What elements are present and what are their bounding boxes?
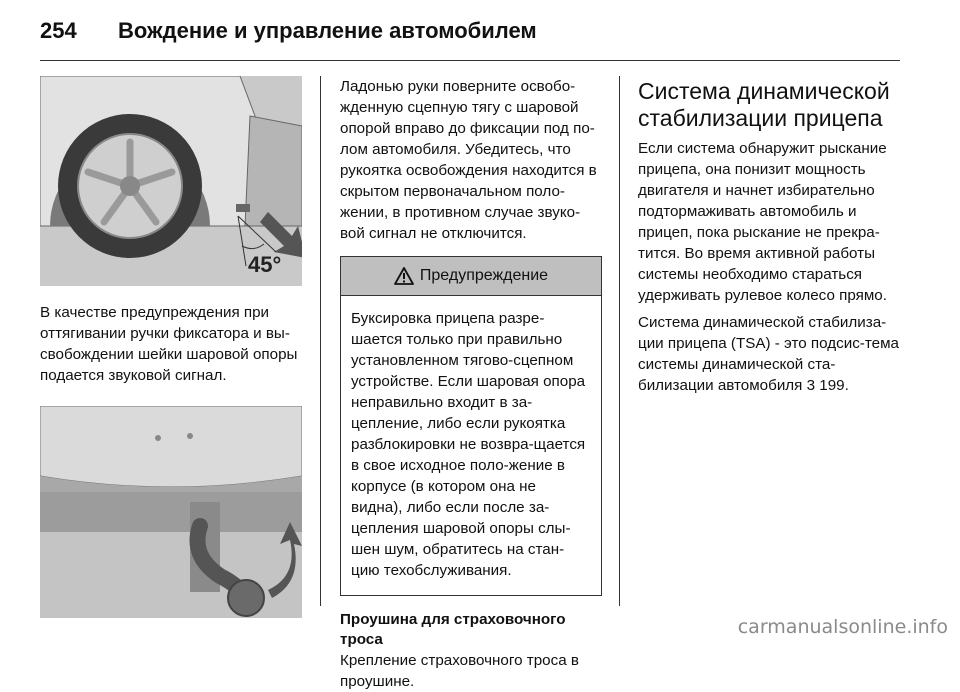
tow-eye-heading: Проушина для страховочного троса [340,611,566,648]
warning-signal-caption: В качестве предупреждения при оттягивании ручки фиксатора и вы-свобождении шейки шаровой опоры подается звуковой сигнал. [40,304,298,384]
column-divider-2 [619,76,620,606]
tow-eye-text: Крепление страховочного троса в проушине. [340,652,579,690]
column-middle [340,76,602,692]
page-reference-link[interactable]: 3 199. [806,377,849,394]
section-title: Система динамической стабилизации прицепа [638,78,890,131]
tsa-paragraph-2 [638,312,900,396]
tow-bar-drawing [40,406,302,618]
column-divider-1 [320,76,321,606]
watermark: carmanualsonline.info [737,616,948,638]
tsa-paragraph-2-text: Система динамической стабилиза-ции прицепа (TSA) - это подсис-тема системы динамической ста-билизации автомобиля [638,314,899,394]
tow-bar-release-illustration [40,76,302,286]
column-left [40,76,302,618]
ball-coupling-illustration [40,406,302,618]
warning-triangle-icon [394,267,414,285]
header-divider [40,60,900,61]
page-header [40,14,920,64]
warning-title: Предупреждение [419,267,549,284]
page-title: Вождение и управление автомобилем [118,18,537,43]
warning-header [341,257,601,296]
page-number: 254 [40,18,77,43]
angle-label: 45° [248,252,282,277]
warning-text: Буксировка прицепа разре-шается только при правильно установленном тягово-сцепном устройстве. Если шаровая опора неправильно входит в за-цепление, либо если рукоятка разблокировки не возвра-щается в свое исходное поло-жение в корпусе (в котором она не видна), либо если после за-цепления шаровой опоры слы-шен шум, обратитесь на стан-цию техобслуживания. [351,310,586,579]
column-right [638,76,900,396]
rotate-tow-bar-text: Ладонью руки поверните освобо-жденную сцепную тягу с шаровой опорой вправо до фиксации под по-лом автомобиля. Убедитесь, что рукоятка освобождения находится в скрытом первоначальном поло-жении, в противном случае звуко-вой сигнал не отключится. [340,78,597,242]
warning-box [340,256,602,596]
tsa-paragraph-1: Если система обнаружит рыскание прицепа, она понизит мощность двигателя и начнет избирательно подтормаживать автомобиль и прицеп, пока рыскание не прекра-тится. Во время активной работы системы необходимо стараться удерживать рулевое колесо прямо. [638,140,887,304]
